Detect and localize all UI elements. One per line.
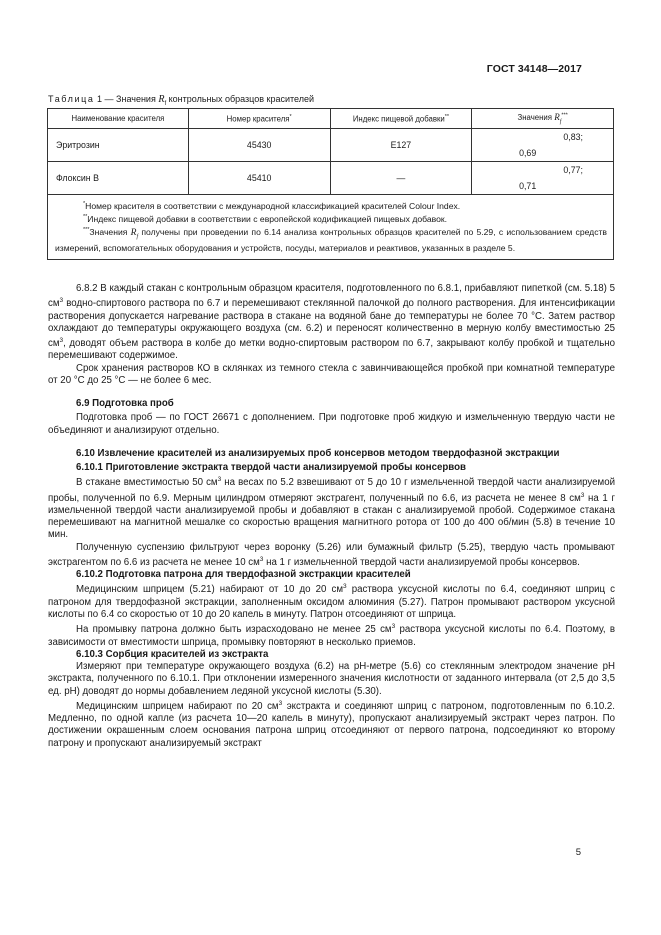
caption-dash: — Значения [104, 94, 156, 104]
rf-values-table [47, 108, 614, 260]
paragraph-6-10-2-a: Медицинским шприцем (5.21) набирают от 10 до 20 $см^3$ раствора уксусной кислоты по 6.4, соединяют шприц с патроном для твердофазной экстракции, заполненным оксидом алюминия (5.27). Патрон промывают раствором уксусной кислоты по 6.4 со скоростью от 10 до 20 капель в минуту. Патрон отсоединяют от шприца. [48, 583, 615, 621]
table-notes-row [48, 195, 614, 260]
paragraph-6-10-1-a: В стакане вместимостью 50 $см^3$ на весах по 5.2 взвешивают от 5 до 10 г измельченной твердой части анализируемой пробы, полученной по 6.9. Мерным цилиндром отмеряют экстрагент, полученный по 6.6, из расчета не менее 8 $см^3$ на 1 г измельченной твердой части анализируемой пробы и добавляют в стакан с анализируемой пробой. Содержимое стакана перемешивают на магнитной мешалке со скоростью вращения магнитного ротора от 100 до 400 об/мин (5.8) в течение 10 мин. [48, 476, 615, 541]
cell-additive-index: E127 [330, 129, 472, 162]
paragraph-6-9: Подготовка проб — по ГОСТ 26671 с дополнением. При подготовке проб жидкую и измельченную твердую части не объединяют и анализируют отдельно. [48, 412, 615, 436]
paragraph-6-10-1-b: Полученную суспензию фильтруют через воронку (5.26) или бумажный фильтр (5.25), твердую часть промывают экстрагентом по 6.6 из расчета не менее 10 $см^3$ на 1 г измельченной твердой части анализируемой пробы консервов. [48, 541, 615, 569]
caption-rest: контрольных образцов красителей [168, 94, 314, 104]
col-header-name: Наименование красителя [48, 109, 189, 129]
caption-number: 1 [97, 94, 103, 104]
heading-6-10-1: 6.10.1 Приготовление экстракта твердой части анализируемой пробы консервов [76, 461, 466, 473]
caption-prefix: Таблица [48, 94, 95, 104]
col-header-index: Индекс пищевой добавки** [330, 109, 472, 129]
table-row [48, 129, 614, 162]
note-2: **Индекс пищевой добавки в соответствии с европейской кодификацией пищевых добавок. [83, 214, 448, 225]
cell-additive-index: — [330, 162, 472, 195]
cell-dye-name: Эритрозин [48, 129, 189, 162]
cell-dye-number: 45430 [188, 129, 330, 162]
heading-6-10-3: 6.10.3 Сорбция красителей из экстракта [76, 648, 269, 660]
table-caption [48, 94, 314, 107]
heading-6-9: 6.9 Подготовка проб [76, 398, 174, 410]
paragraph-6-10-3-b: Медицинским шприцем набирают по 20 $см^3$ экстракта и соединяют шприц с патроном, подготовленным по 6.10.2. Медленно, по одной капле (из расчета 10—20 капель в минуту), пропускают анализируемый экстракт через патрон. По достижении окрашенным слоем основания патрона шприц отсоединяют от первого патрона, подсоединяют ко второму патрону и пропускают анализируемый экстракт [48, 699, 615, 749]
paragraph-6-8-2: 6.8.2 В каждый стакан с контрольным образцом красителя, подготовленного по 6.8.1, прибавляют пипеткой (см. 5.18) 5 $см^3$ водно-спиртового раствора по 6.7 и перемешивают стеклянной палочкой до полного растворения. Для интенсификации растворения допускается нагревание раствора в стакане на водяной бане до температуры не более 70 °С. Затем раствор охлаждают до температуры окружающего воздуха (см. 6.2) и переносят количественно в мерную колбу вместимостью 25 $см^3$, доводят объем раствора в колбе до метки водно-спиртовым раствором по 6.7, закрывают колбу пробкой и тщательно перемешивают содержимое. [48, 283, 615, 362]
paragraph-6-10-2-b: На промывку патрона должно быть израсходовано не менее 25 $см^3$ раствора уксусной кислоты по 6.4. Поэтому, в зависимости от вместимости шприца, промывку повторяют в несколько приемов. [48, 623, 615, 648]
table-row [48, 162, 614, 195]
document-code: ГОСТ 34148—2017 [486, 63, 582, 75]
note-1: *Номер красителя в соответствии с международной классификацией красителей Colour Index. [83, 200, 461, 211]
cell-dye-number: 45410 [188, 162, 330, 195]
table-notes [48, 195, 614, 260]
paragraph-6-10-3-a: Измеряют при температуре окружающего воздуха (6.2) на рН-метре (5.6) со стеклянным электродом значение рН экстракта, полученного по 6.10.1. При отклонении измеренного значения кислотности от заданного интервала (от 2,5 до 3,5 ед. рН) доводят до нормы добавлением ледяной уксусной кислоты (5.30). [48, 661, 615, 697]
page-number: 5 [575, 847, 581, 858]
body-text [48, 283, 615, 750]
cell-dye-name: Флоксин B [48, 162, 189, 195]
heading-6-10: 6.10 Извлечение красителей из анализируемых проб консервов методом твердофазной экстракции [76, 447, 560, 459]
heading-6-10-2: 6.10.2 Подготовка патрона для твердофазной экстракции красителей [76, 569, 411, 581]
col-header-number: Номер красителя* [188, 109, 330, 129]
note-3: ***Значения $R_f$ получены при проведении по 6.14 анализа контрольных образцов красителей по 5.29, с использованием средств измерений, вспомогательных оборудования и устройств, посуды, материалов и реактивов, указанных в разделе 5. [55, 227, 607, 254]
paragraph-storage: Срок хранения растворов КО в склянках из темного стекла с завинчивающейся пробкой при комнатной температуре от 20 °С до 25 °С — не более 6 мес. [48, 362, 615, 386]
caption-r-symbol: R [158, 94, 165, 105]
col-header-values: Значения $R_f^{***}$ [472, 109, 614, 129]
cell-rf-values: 0,77; 0,71 [472, 162, 614, 195]
cell-rf-values: 0,83; 0,69 [472, 129, 614, 162]
caption-r-subscript: f [164, 100, 167, 107]
table-header-row [48, 109, 614, 129]
